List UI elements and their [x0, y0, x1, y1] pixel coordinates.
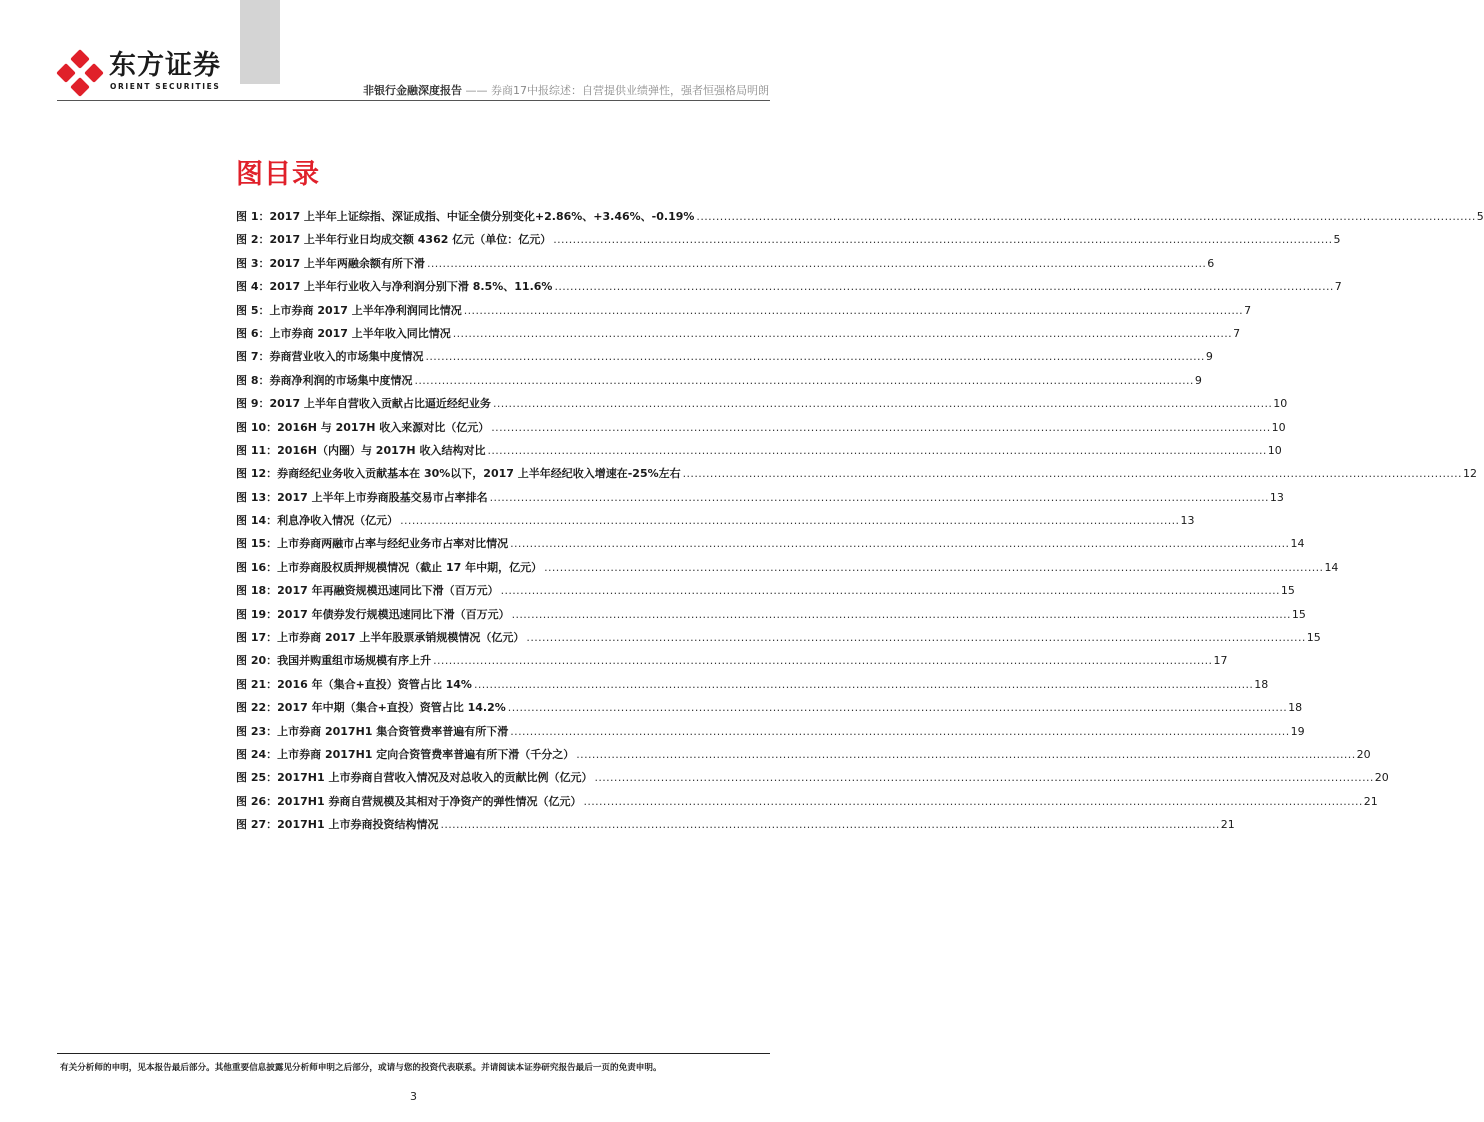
footer-divider: [57, 1053, 770, 1054]
toc-entry-label: 图 10：2016H 与 2017H 收入来源对比（亿元）: [236, 420, 490, 434]
toc-entry[interactable]: [236, 465, 1477, 488]
toc-dot-leader: ........................................................................................................................................................................................................: [576, 747, 1356, 761]
logo-chinese-name: 东方证券: [109, 50, 221, 81]
toc-entry-page: 14: [1290, 537, 1305, 551]
toc-entry-label: 图 9：2017 上半年自营收入贡献占比逼近经纪业务: [236, 397, 491, 411]
toc-entry-page: 10: [1267, 443, 1282, 457]
toc-dot-leader: ........................................................................................................................................................................................................: [440, 818, 1220, 832]
toc-entry-label: 图 27：2017H1 上市券商投资结构情况: [236, 818, 439, 832]
toc-entry-label: 图 24：上市券商 2017H1 定向合资管费率普遍有所下滑（千分之）: [236, 747, 575, 761]
toc-entry-page: 7: [1233, 326, 1241, 340]
toc-dot-leader: ........................................................................................................................................................................................................: [426, 256, 1207, 270]
toc-entry[interactable]: [236, 606, 1306, 629]
toc-dot-leader: ........................................................................................................................................................................................................: [510, 724, 1290, 738]
toc-entry[interactable]: [236, 442, 1282, 465]
toc-entry-page: 17: [1213, 654, 1228, 668]
toc-entry[interactable]: [236, 419, 1286, 442]
toc-entry-label: 图 16：上市券商股权质押规模情况（截止 17 年中期，亿元）: [236, 560, 543, 574]
toc-entry-page: 6: [1207, 256, 1215, 270]
toc-entry[interactable]: [236, 395, 1288, 418]
toc-dot-leader: ........................................................................................................................................................................................................: [510, 537, 1290, 551]
toc-entry-label: 图 20：我国并购重组市场规模有序上升: [236, 654, 432, 668]
company-logo: [57, 50, 227, 96]
toc-dot-leader: ........................................................................................................................................................................................................: [507, 701, 1288, 715]
toc-dot-leader: ........................................................................................................................................................................................................: [489, 490, 1269, 504]
toc-dot-leader: ........................................................................................................................................................................................................: [682, 467, 1462, 481]
toc-dot-leader: ........................................................................................................................................................................................................: [696, 210, 1476, 223]
toc-entry-page: 13: [1180, 514, 1195, 528]
toc-entry[interactable]: [236, 535, 1305, 558]
toc-entry-page: 9: [1205, 350, 1213, 364]
toc-entry-page: 20: [1356, 747, 1371, 761]
toc-entry[interactable]: [236, 816, 1235, 839]
toc-entry-page: 15: [1291, 607, 1306, 621]
toc-entry-page: 21: [1363, 794, 1378, 808]
toc-entry-page: 10: [1273, 397, 1288, 411]
toc-entry-page: 5: [1333, 233, 1341, 247]
logo-english-name: ORIENT SECURITIES: [110, 82, 221, 91]
toc-entry-page: 20: [1374, 771, 1389, 785]
toc-entry[interactable]: [236, 676, 1269, 699]
toc-dot-leader: ........................................................................................................................................................................................................: [463, 303, 1244, 317]
toc-entry-page: 10: [1271, 420, 1286, 434]
toc-entry[interactable]: [236, 746, 1371, 769]
toc-dot-leader: ........................................................................................................................................................................................................: [425, 350, 1205, 364]
toc-dot-leader: ........................................................................................................................................................................................................: [500, 584, 1280, 598]
toc-entry[interactable]: [236, 652, 1228, 675]
toc-dot-leader: ........................................................................................................................................................................................................: [433, 654, 1213, 668]
toc-entry-label: 图 5：上市券商 2017 上半年净利润同比情况: [236, 303, 462, 317]
toc-entry-page: 18: [1288, 701, 1303, 715]
toc-entry[interactable]: [236, 325, 1241, 348]
toc-dot-leader: ........................................................................................................................................................................................................: [492, 397, 1273, 411]
report-header: [363, 82, 769, 98]
toc-entry[interactable]: [236, 512, 1195, 535]
toc-entry-label: 图 17：上市券商 2017 上半年股票承销规模情况（亿元）: [236, 631, 525, 645]
toc-entry-label: 图 4：2017 上半年行业收入与净利润分别下滑 8.5%、11.6%: [236, 280, 553, 294]
toc-entry-page: 7: [1244, 303, 1252, 317]
toc-entry-label: 图 26：2017H1 券商自营规模及其相对于净资产的弹性情况（亿元）: [236, 794, 582, 808]
toc-entry-page: 9: [1194, 373, 1202, 387]
toc-entry-label: 图 25：2017H1 上市券商自营收入情况及对总收入的贡献比例（亿元）: [236, 771, 593, 785]
toc-entry-page: 13: [1269, 490, 1284, 504]
toc-entry[interactable]: [236, 348, 1213, 371]
toc-entry[interactable]: [236, 723, 1305, 746]
toc-title: 图目录: [236, 159, 320, 190]
toc-entry[interactable]: [236, 793, 1378, 816]
toc-dot-leader: ........................................................................................................................................................................................................: [414, 373, 1194, 387]
toc-entry-page: 19: [1290, 724, 1305, 738]
toc-entry-label: 图 22：2017 年中期（集合+直投）资管占比 14.2%: [236, 701, 506, 715]
toc-entry-label: 图 19：2017 年债券发行规模迅速同比下滑（百万元）: [236, 607, 510, 621]
toc-entry-label: 图 1：2017 上半年上证综指、深证成指、中证全债分别变化+2.86%、+3.46%、-0.19%: [236, 210, 695, 223]
toc-entry-page: 21: [1220, 818, 1235, 832]
toc-entry-label: 图 7：券商营业收入的市场集中度情况: [236, 350, 424, 364]
toc-dot-leader: ........................................................................................................................................................................................................: [553, 233, 1333, 247]
toc-dot-leader: ........................................................................................................................................................................................................: [526, 631, 1306, 645]
header-divider: [57, 100, 770, 101]
toc-entry[interactable]: [236, 582, 1295, 605]
toc-dot-leader: ........................................................................................................................................................................................................: [583, 794, 1363, 808]
toc-dot-leader: ........................................................................................................................................................................................................: [594, 771, 1374, 785]
toc-entry-label: 图 14：利息净收入情况（亿元）: [236, 514, 399, 528]
header-separator: ——: [465, 84, 488, 97]
toc-entry[interactable]: [236, 255, 1215, 278]
page-number: 3: [410, 1090, 417, 1103]
toc-entry-page: 18: [1254, 677, 1269, 691]
orient-securities-logo-icon: [57, 50, 103, 96]
toc-entry[interactable]: [236, 278, 1342, 301]
toc-entry-label: 图 2：2017 上半年行业日均成交额 4362 亿元（单位：亿元）: [236, 233, 552, 247]
toc-entry[interactable]: [236, 629, 1321, 652]
toc-entry-label: 图 3：2017 上半年两融余额有所下滑: [236, 256, 425, 270]
toc-entry-page: 15: [1280, 584, 1295, 598]
toc-entry[interactable]: [236, 372, 1202, 395]
toc-dot-leader: ........................................................................................................................................................................................................: [473, 677, 1254, 691]
toc-entry[interactable]: [236, 699, 1303, 722]
toc-dot-leader: ........................................................................................................................................................................................................: [554, 280, 1334, 294]
toc-dot-leader: ........................................................................................................................................................................................................: [400, 514, 1180, 528]
toc-entry[interactable]: [236, 231, 1341, 254]
toc-entry-label: 图 21：2016 年（集合+直投）资管占比 14%: [236, 677, 472, 691]
header-gray-bar: [240, 0, 280, 84]
toc-entry-label: 图 11：2016H（内圈）与 2017H 收入结构对比: [236, 443, 486, 457]
toc-entry-page: 5: [1476, 210, 1484, 223]
toc-entry-page: 15: [1306, 631, 1321, 645]
toc-entry-label: 图 18：2017 年再融资规模迅速同比下滑（百万元）: [236, 584, 499, 598]
toc-entry-label: 图 12：券商经纪业务收入贡献基本在 30%以下，2017 上半年经纪收入增速在-25%左右: [236, 467, 681, 481]
toc-entry-page: 7: [1334, 280, 1342, 294]
toc-entry-label: 图 13：2017 上半年上市券商股基交易市占率排名: [236, 490, 488, 504]
toc-entry-label: 图 8：券商净利润的市场集中度情况: [236, 373, 413, 387]
toc-entry[interactable]: [236, 302, 1252, 325]
report-category: 非银行金融深度报告: [363, 84, 462, 97]
toc-dot-leader: ........................................................................................................................................................................................................: [452, 326, 1233, 340]
toc-entry[interactable]: [236, 208, 1484, 231]
toc-dot-leader: ........................................................................................................................................................................................................: [511, 607, 1291, 621]
toc-entry-page: 12: [1462, 467, 1477, 481]
toc-entry[interactable]: [236, 559, 1339, 582]
report-title: 券商17中报综述：自营提供业绩弹性，强者恒强格局明朗: [491, 84, 769, 97]
toc-entry-label: 图 6：上市券商 2017 上半年收入同比情况: [236, 326, 451, 340]
toc-dot-leader: ........................................................................................................................................................................................................: [487, 443, 1267, 457]
footer-disclaimer: 有关分析师的申明，见本报告最后部分。其他重要信息披露见分析师申明之后部分，或请与您的投资代表联系。并请阅读本证券研究报告最后一页的免责申明。: [60, 1063, 662, 1073]
toc-dot-leader: ........................................................................................................................................................................................................: [491, 420, 1271, 434]
toc-entry-label: 图 23：上市券商 2017H1 集合资管费率普遍有所下滑: [236, 724, 509, 738]
toc-entry-page: 14: [1324, 560, 1339, 574]
toc-dot-leader: ........................................................................................................................................................................................................: [544, 560, 1324, 574]
toc-entry-label: 图 15：上市券商两融市占率与经纪业务市占率对比情况: [236, 537, 509, 551]
toc-list: [236, 208, 1484, 840]
toc-entry[interactable]: [236, 489, 1284, 512]
toc-entry[interactable]: [236, 769, 1389, 792]
